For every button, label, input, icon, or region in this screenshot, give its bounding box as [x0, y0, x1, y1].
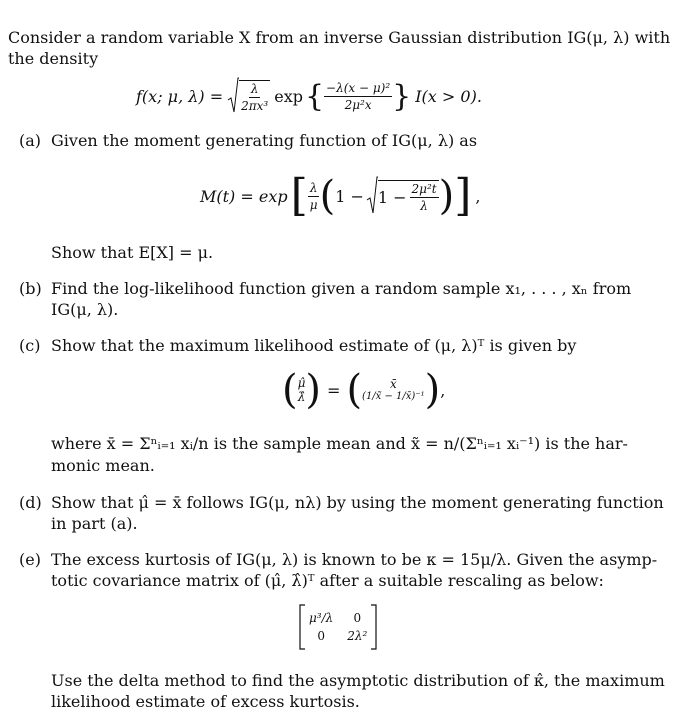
part-a-label: (a) [19, 131, 42, 150]
matrix-cell-21: 0 [317, 629, 325, 643]
matrix-left-bracket-icon [298, 604, 306, 650]
part-c-label: (c) [19, 336, 41, 355]
matrix-cell-22: 2λ² [347, 629, 368, 643]
left-brace: { [304, 78, 325, 114]
mle-formula [282, 364, 445, 416]
part-d-label: (d) [19, 493, 42, 512]
left-paren: ( [319, 173, 336, 219]
right-brace: } [392, 78, 412, 114]
mle-trail: , [440, 380, 446, 400]
mle-vec-top: μ̂ [297, 375, 306, 390]
density-lhs: f(x; μ, λ) = [136, 86, 224, 106]
part-e-line-2: totic covariance matrix of (μ̂, λ̂)ᵀ after a suitable rescaling as below: [51, 571, 604, 590]
part-a-show: Show that E[X] = μ. [51, 243, 214, 262]
mle-vec-bottom: λ̂ [297, 390, 306, 404]
mgf-frac-den: μ [309, 197, 318, 212]
right-bracket: ] [454, 170, 472, 221]
part-d-line-2: in part (a). [51, 514, 138, 533]
mgf-sqrt-num: 2μ²t [411, 182, 437, 196]
part-e-line-3: Use the delta method to find the asymptotic distribution of κ̂, the maximum [51, 671, 665, 690]
left-paren: ( [346, 367, 363, 413]
covariance-matrix [298, 604, 378, 650]
matrix-cell-12: 0 [353, 611, 362, 625]
part-a-text: Given the moment generating function of IG(μ, λ) as [51, 131, 478, 150]
intro-line-1: Consider a random variable X from an inverse Gaussian distribution IG(μ, λ) with [8, 28, 671, 47]
mgf-sqrt-one: 1 − [377, 188, 407, 207]
mgf-sqrt-den: λ [420, 199, 428, 213]
radical-sign-icon [366, 175, 378, 217]
density-indicator: I(x > 0). [415, 86, 482, 106]
mgf-frac-num: λ [309, 180, 318, 195]
part-c-where-1: where x̄ = Σⁿᵢ₌₁ xᵢ/n is the sample mean and x̃ = n/(Σⁿᵢ₌₁ xᵢ⁻¹) is the har- [51, 434, 628, 453]
part-b-label: (b) [19, 279, 42, 298]
density-exp-num: −λ(x − μ)² [326, 80, 391, 95]
part-e-line-1: The excess kurtosis of IG(μ, λ) is known to be κ = 15μ/λ. Given the asymp- [51, 550, 658, 569]
left-bracket: [ [290, 170, 308, 221]
radical-sign-icon [227, 76, 239, 116]
mgf-lhs: M(t) = exp [200, 186, 288, 206]
mgf-sqrt [366, 175, 439, 217]
right-paren: ) [424, 367, 441, 413]
mgf-inner-one: 1 − [335, 186, 364, 206]
matrix-cell-11: μ³/λ [309, 611, 334, 625]
part-e-label: (e) [19, 550, 41, 569]
density-formula [136, 74, 482, 118]
part-d-line-1: Show that μ̂ = x̄ follows IG(μ, nλ) by using the moment generating function [51, 493, 664, 512]
mgf-formula [200, 166, 481, 226]
intro-line-2: the density [8, 49, 99, 68]
density-exp-den: 2μ²x [344, 97, 372, 112]
part-c-text: Show that the maximum likelihood estimate of (μ, λ)ᵀ is given by [51, 336, 577, 355]
density-exp: exp [274, 86, 303, 106]
density-sqrt-den: 2πx³ [241, 99, 269, 113]
density-sqrt-num: λ [250, 82, 259, 96]
right-paren: ) [305, 367, 322, 413]
part-b-line-2: IG(μ, λ). [51, 300, 119, 319]
matrix-right-bracket-icon [370, 604, 378, 650]
mle-rhs-bottom: (1/x̃ − 1/x̄)⁻¹ [362, 391, 425, 403]
part-e-line-4: likelihood estimate of excess kurtosis. [51, 692, 360, 711]
density-sqrt [227, 76, 270, 116]
mle-equals: = [327, 380, 341, 400]
part-b-line-1: Find the log-likelihood function given a random sample x₁, . . . , xₙ from [51, 279, 632, 298]
right-paren: ) [438, 173, 455, 219]
left-paren: ( [282, 367, 298, 413]
part-c-where-2: monic mean. [51, 456, 155, 475]
mgf-trail: , [475, 186, 481, 206]
mle-rhs-top: x̄ [389, 376, 397, 391]
